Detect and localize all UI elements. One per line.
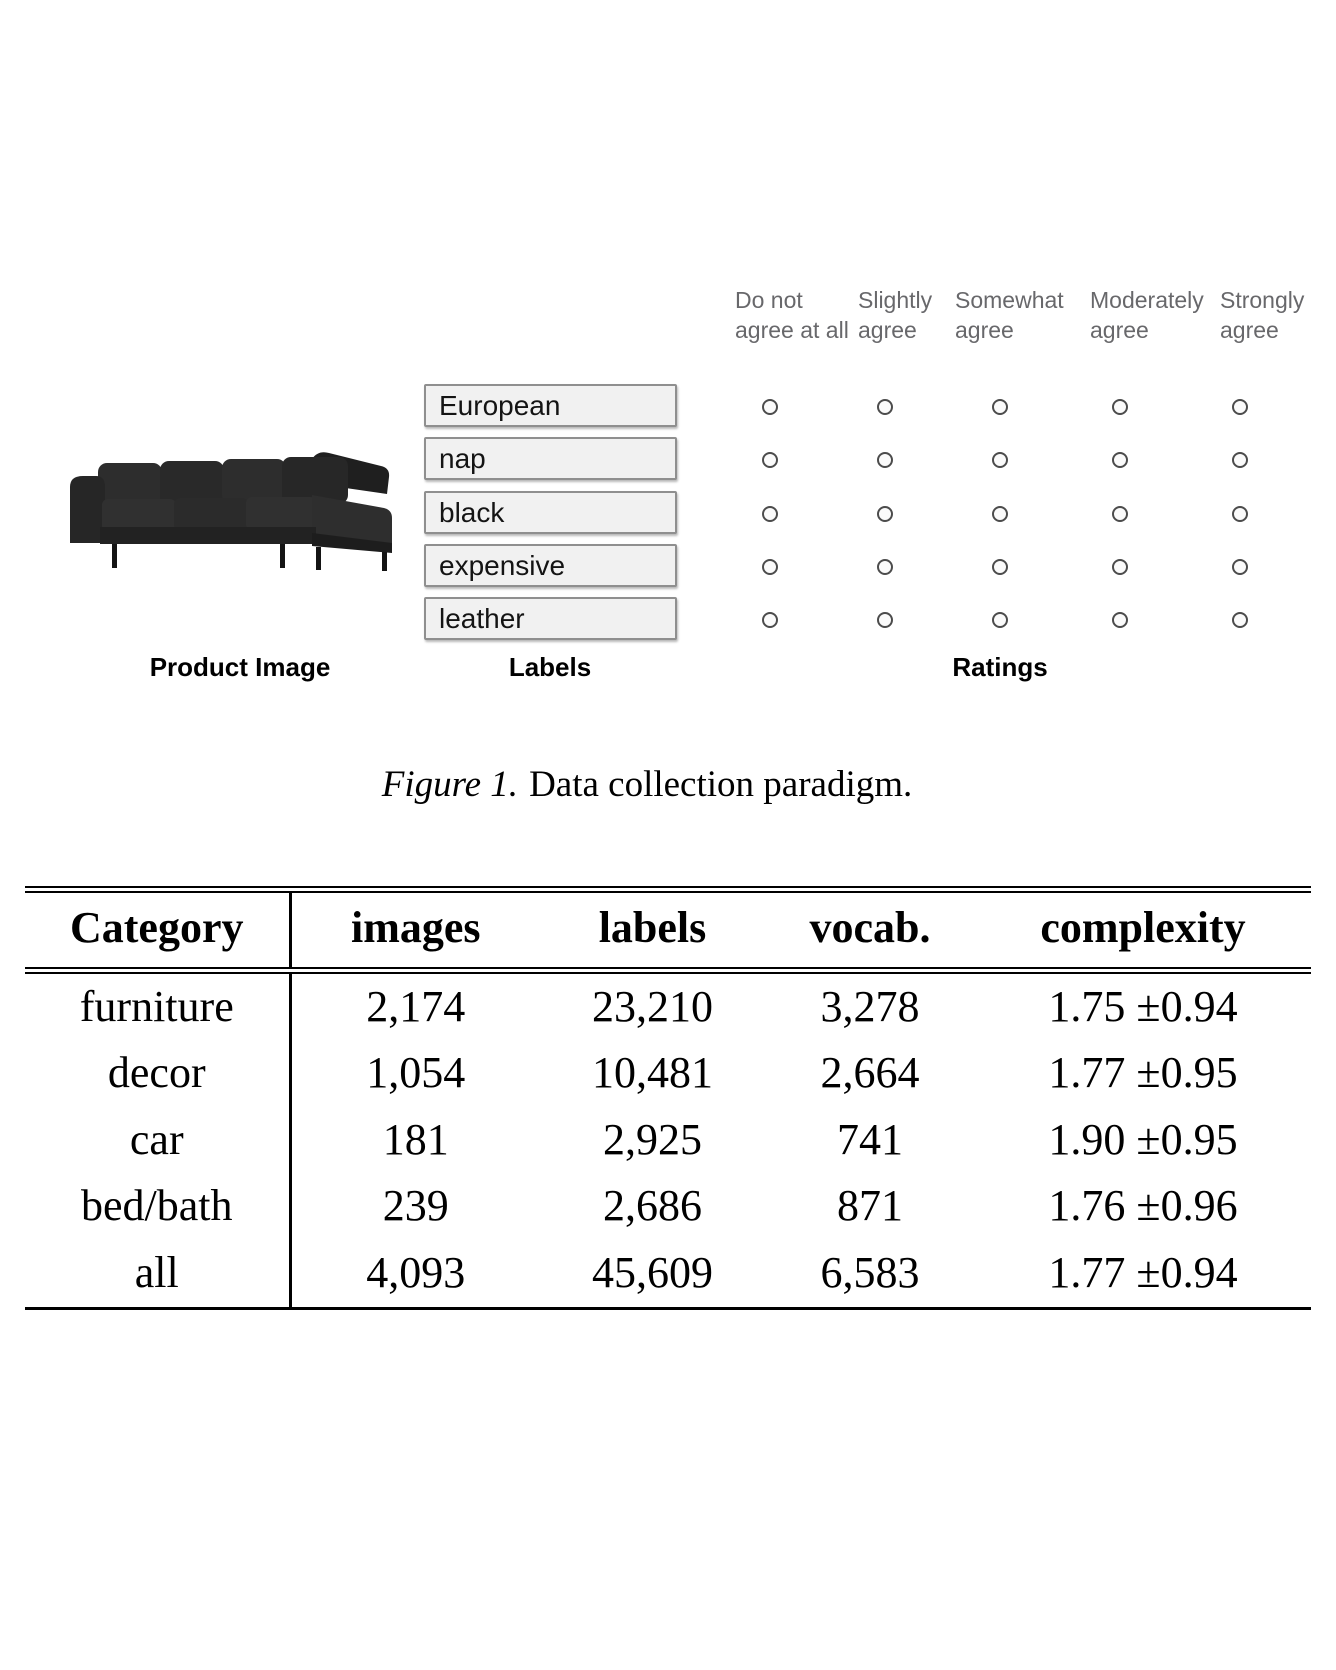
stats-table-wrap: [25, 886, 1311, 1310]
radio-button[interactable]: [877, 452, 893, 468]
radio-button[interactable]: [1232, 612, 1248, 628]
cell-category: bed/bath: [25, 1173, 290, 1240]
cell-labels: 45,609: [592, 1247, 713, 1297]
header-complexity: complexity: [975, 890, 1311, 971]
cell-vocab: 6,583: [820, 1247, 920, 1297]
rating-header-strongly-agree: Strongly agree: [1220, 287, 1305, 343]
caption-ratings: Ratings: [952, 652, 1048, 682]
radio-button[interactable]: [877, 559, 893, 575]
cell-images: 4,093: [366, 1247, 466, 1297]
table-row: [25, 1040, 1311, 1107]
caption-labels: Labels: [508, 652, 592, 682]
cell-labels: 10,481: [592, 1048, 713, 1098]
cell-complexity: 1.75 ±0.94: [1048, 981, 1238, 1031]
header-labels: labels: [540, 890, 765, 971]
product-image: [64, 437, 398, 572]
rating-header-somewhat-agree: Somewhat agree: [955, 287, 1064, 343]
radio-button[interactable]: [1112, 506, 1128, 522]
cell-vocab: 3,278: [820, 981, 920, 1031]
label-box-nap: nap: [424, 437, 677, 480]
cell-images: 2,174: [366, 981, 466, 1031]
table-row: [25, 970, 1311, 1040]
radio-button[interactable]: [877, 399, 893, 415]
label-box-black: black: [424, 491, 677, 534]
radio-button[interactable]: [992, 559, 1008, 575]
radio-button[interactable]: [1232, 452, 1248, 468]
radio-button[interactable]: [1232, 399, 1248, 415]
figure-caption-text: Data collection paradigm.: [529, 764, 913, 805]
cell-complexity: 1.77 ±0.95: [1048, 1048, 1238, 1098]
cell-category: car: [25, 1107, 290, 1174]
radio-button[interactable]: [1232, 559, 1248, 575]
cell-complexity: 1.90 ±0.95: [1048, 1114, 1238, 1164]
radio-button[interactable]: [1112, 559, 1128, 575]
table-header-row: [25, 890, 1311, 971]
cell-vocab: 741: [837, 1114, 903, 1164]
rating-header-do-not-agree: Do not agree at all: [735, 287, 849, 343]
radio-button[interactable]: [877, 612, 893, 628]
rating-header-moderately-agree: Moderately agree: [1090, 287, 1204, 343]
cell-images: 239: [382, 1181, 449, 1231]
stats-table: [25, 886, 1311, 1310]
header-category: Category: [25, 890, 290, 971]
radio-button[interactable]: [762, 452, 778, 468]
table-row: [25, 1107, 1311, 1174]
radio-button[interactable]: [762, 559, 778, 575]
figure-caption-label: Figure 1.: [381, 764, 519, 805]
cell-complexity: 1.76 ±0.96: [1048, 1181, 1238, 1231]
cell-labels: 23,210: [592, 981, 713, 1031]
cell-vocab: 2,664: [820, 1048, 920, 1098]
cell-vocab: 871: [837, 1181, 903, 1231]
radio-button[interactable]: [1232, 506, 1248, 522]
table-row: [25, 1173, 1311, 1240]
figure-caption: [0, 763, 1294, 806]
header-images: images: [290, 890, 540, 971]
radio-button[interactable]: [1112, 612, 1128, 628]
radio-button[interactable]: [762, 506, 778, 522]
cell-complexity: 1.77 ±0.94: [1048, 1247, 1238, 1297]
table-row: [25, 1240, 1311, 1308]
cell-images: 181: [382, 1114, 449, 1164]
radio-button[interactable]: [992, 452, 1008, 468]
label-box-expensive: expensive: [424, 544, 677, 587]
radio-button[interactable]: [1112, 452, 1128, 468]
cell-images: 1,054: [366, 1048, 466, 1098]
radio-button[interactable]: [992, 612, 1008, 628]
cell-labels: 2,925: [603, 1114, 702, 1164]
radio-button[interactable]: [762, 612, 778, 628]
radio-button[interactable]: [1112, 399, 1128, 415]
label-box-leather: leather: [424, 597, 677, 640]
radio-button[interactable]: [877, 506, 893, 522]
radio-button[interactable]: [762, 399, 778, 415]
header-vocab: vocab.: [765, 890, 975, 971]
rating-header-slightly-agree: Slightly agree: [858, 287, 933, 343]
radio-button[interactable]: [992, 399, 1008, 415]
cell-labels: 2,686: [603, 1181, 702, 1231]
radio-button[interactable]: [992, 506, 1008, 522]
caption-product-image: Product Image: [149, 652, 331, 682]
cell-category: furniture: [25, 970, 290, 1040]
sofa-image: [64, 437, 398, 572]
label-box-european: European: [424, 384, 677, 427]
cell-category: all: [25, 1240, 290, 1308]
cell-category: decor: [25, 1040, 290, 1107]
